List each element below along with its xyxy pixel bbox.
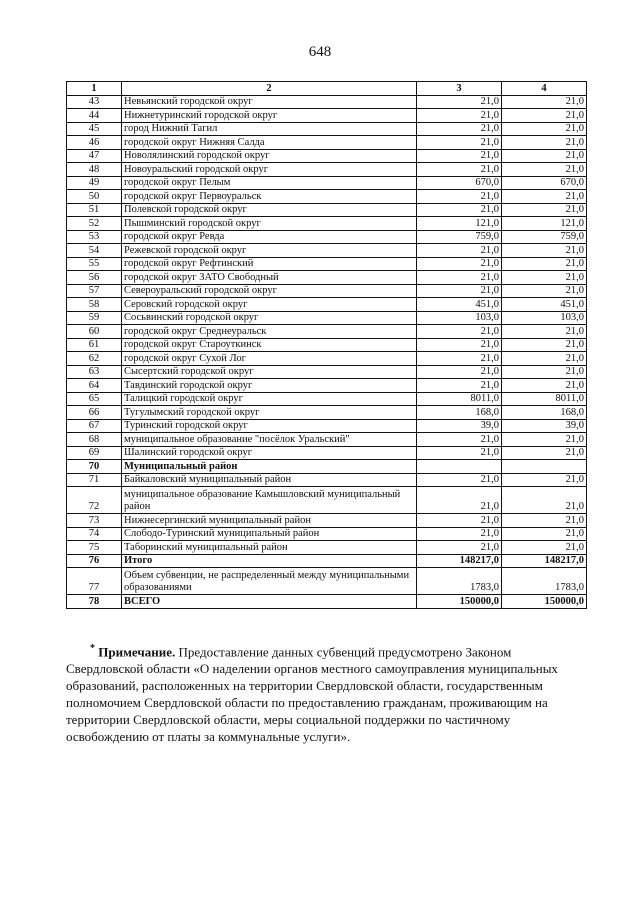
municipality-name: Талицкий городской округ [122,392,417,406]
table-row [67,325,587,339]
table-row [67,95,587,109]
column-header: 1 [67,82,122,96]
value-col3: 21,0 [417,271,502,285]
row-number: 56 [67,271,122,285]
value-col3: 21,0 [417,379,502,393]
municipality-name: ВСЕГО [122,595,417,609]
municipality-name: Туринский городской округ [122,419,417,433]
municipality-name: Тугулымский городской округ [122,406,417,420]
row-number: 70 [67,460,122,474]
value-col3: 103,0 [417,311,502,325]
row-number: 58 [67,298,122,312]
municipality-name: Североуральский городской округ [122,284,417,298]
row-number: 63 [67,365,122,379]
value-col4: 21,0 [502,109,587,123]
value-col4: 168,0 [502,406,587,420]
value-col3: 21,0 [417,109,502,123]
row-number: 51 [67,203,122,217]
value-col4: 21,0 [502,365,587,379]
value-col4: 8011,0 [502,392,587,406]
row-number: 66 [67,406,122,420]
municipality-name: Муниципальный район [122,460,417,474]
value-col3: 21,0 [417,284,502,298]
table-row [67,379,587,393]
value-col3: 8011,0 [417,392,502,406]
municipality-name: городской округ Первоуральск [122,190,417,204]
table-row [67,514,587,528]
municipality-name: город Нижний Тагил [122,122,417,136]
table-row [67,298,587,312]
row-number: 68 [67,433,122,447]
municipality-name: муниципальное образование "посёлок Уральский" [122,433,417,447]
municipality-name: Новоуральский городской округ [122,163,417,177]
table-row [67,406,587,420]
value-col4: 21,0 [502,190,587,204]
value-col3: 21,0 [417,473,502,487]
value-col4: 103,0 [502,311,587,325]
table-row [67,365,587,379]
value-col4: 21,0 [502,379,587,393]
table-row [67,284,587,298]
municipality-name: Невьянский городской округ [122,95,417,109]
table-row [67,554,587,568]
value-col3: 21,0 [417,541,502,555]
row-number: 67 [67,419,122,433]
row-number: 75 [67,541,122,555]
value-col3: 21,0 [417,149,502,163]
municipality-name: Нижнесергинский муниципальный район [122,514,417,528]
value-col4: 21,0 [502,163,587,177]
row-number: 49 [67,176,122,190]
value-col4: 21,0 [502,487,587,514]
value-col3: 451,0 [417,298,502,312]
municipality-name: муниципальное образование Камышловский муниципальный район [122,487,417,514]
row-number: 47 [67,149,122,163]
municipality-name: Режевской городской округ [122,244,417,258]
table-row [67,149,587,163]
table-row [67,244,587,258]
row-number: 71 [67,473,122,487]
municipality-name: Сысертский городской округ [122,365,417,379]
row-number: 74 [67,527,122,541]
municipality-name: городской округ Нижняя Салда [122,136,417,150]
value-col3: 150000,0 [417,595,502,609]
municipality-name: Объем субвенции, не распределенный между муниципальными образованиями [122,568,417,595]
value-col4: 21,0 [502,136,587,150]
value-col3: 21,0 [417,257,502,271]
value-col4: 21,0 [502,325,587,339]
row-number: 53 [67,230,122,244]
footnote-text: Предоставление данных субвенций предусмотрено Законом Свердловской области «О наделении органов местного самоуправления муниципальных образований, расположенных на территории Свердловской области, государственным полномочием Свердловской области по предоставлению гражданам, проживающим на территории Свердловской области, меры социальной поддержки по частичному освобождению от платы за коммунальные услуги». [66,644,558,745]
table-row [67,203,587,217]
municipality-name: Байкаловский муниципальный район [122,473,417,487]
table-row [67,257,587,271]
value-col3: 21,0 [417,190,502,204]
row-number: 43 [67,95,122,109]
value-col3: 21,0 [417,244,502,258]
value-col4: 21,0 [502,244,587,258]
value-col3: 21,0 [417,122,502,136]
row-number: 52 [67,217,122,231]
row-number: 48 [67,163,122,177]
row-number: 78 [67,595,122,609]
row-number: 62 [67,352,122,366]
row-number: 45 [67,122,122,136]
row-number: 50 [67,190,122,204]
municipality-name: Нижнетуринский городской округ [122,109,417,123]
value-col3: 21,0 [417,352,502,366]
value-col4 [502,460,587,474]
value-col4: 21,0 [502,338,587,352]
municipality-name: Слободо-Туринский муниципальный район [122,527,417,541]
value-col3: 21,0 [417,446,502,460]
table-row [67,568,587,595]
municipality-name: Итого [122,554,417,568]
value-col4: 150000,0 [502,595,587,609]
municipality-name: городской округ Пелым [122,176,417,190]
row-number: 55 [67,257,122,271]
footnote-marker: * [90,643,95,654]
value-col3 [417,460,502,474]
table-row [67,419,587,433]
value-col4: 21,0 [502,541,587,555]
value-col3: 21,0 [417,163,502,177]
value-col4: 21,0 [502,284,587,298]
subsidy-table [66,81,587,609]
table-row [67,446,587,460]
row-number: 65 [67,392,122,406]
value-col4: 39,0 [502,419,587,433]
page-number: 648 [308,44,332,60]
value-col4: 21,0 [502,446,587,460]
value-col3: 21,0 [417,325,502,339]
table-row [67,433,587,447]
value-col3: 21,0 [417,203,502,217]
table-row [67,217,587,231]
value-col3: 21,0 [417,136,502,150]
column-header: 3 [417,82,502,96]
value-col4: 21,0 [502,122,587,136]
value-col4: 759,0 [502,230,587,244]
row-number: 44 [67,109,122,123]
footnote-title: Примечание. [98,644,176,660]
table-row [67,541,587,555]
municipality-name: Таборинский муниципальный район [122,541,417,555]
table-header-row [67,82,587,96]
table-row [67,176,587,190]
value-col3: 1783,0 [417,568,502,595]
value-col4: 21,0 [502,527,587,541]
value-col3: 21,0 [417,514,502,528]
municipality-name: Серовский городской округ [122,298,417,312]
table-row [67,190,587,204]
value-col3: 21,0 [417,433,502,447]
row-number: 77 [67,568,122,595]
row-number: 73 [67,514,122,528]
value-col3: 21,0 [417,338,502,352]
table-body [67,95,587,608]
value-col4: 21,0 [502,514,587,528]
municipality-name: городской округ Рефтинский [122,257,417,271]
table-row [67,136,587,150]
table-row [67,109,587,123]
table-row [67,392,587,406]
table-row [67,311,587,325]
value-col3: 21,0 [417,95,502,109]
row-number: 76 [67,554,122,568]
value-col3: 148217,0 [417,554,502,568]
municipality-name: Тавдинский городской округ [122,379,417,393]
municipality-name: Шалинский городской округ [122,446,417,460]
municipality-name: городской округ Среднеуральск [122,325,417,339]
row-number: 72 [67,487,122,514]
table-row [67,122,587,136]
table-row [67,595,587,609]
row-number: 64 [67,379,122,393]
table-row [67,352,587,366]
column-header: 2 [122,82,417,96]
table-row [67,230,587,244]
table-row [67,527,587,541]
value-col4: 21,0 [502,95,587,109]
value-col3: 21,0 [417,487,502,514]
value-col4: 1783,0 [502,568,587,595]
value-col3: 21,0 [417,527,502,541]
value-col4: 670,0 [502,176,587,190]
municipality-name: городской округ ЗАТО Свободный [122,271,417,285]
value-col4: 21,0 [502,149,587,163]
table-row [67,473,587,487]
column-header: 4 [502,82,587,96]
value-col3: 121,0 [417,217,502,231]
table-row [67,338,587,352]
value-col3: 670,0 [417,176,502,190]
row-number: 69 [67,446,122,460]
value-col4: 148217,0 [502,554,587,568]
value-col3: 39,0 [417,419,502,433]
value-col4: 451,0 [502,298,587,312]
row-number: 54 [67,244,122,258]
footnote [66,640,566,745]
municipality-name: городской округ Ревда [122,230,417,244]
municipality-name: городской округ Староуткинск [122,338,417,352]
value-col4: 21,0 [502,203,587,217]
table-row [67,163,587,177]
municipality-name: Сосьвинский городской округ [122,311,417,325]
value-col4: 121,0 [502,217,587,231]
value-col4: 21,0 [502,271,587,285]
municipality-name: Полевской городской округ [122,203,417,217]
row-number: 59 [67,311,122,325]
value-col3: 21,0 [417,365,502,379]
value-col3: 759,0 [417,230,502,244]
table-row [67,487,587,514]
value-col4: 21,0 [502,433,587,447]
row-number: 57 [67,284,122,298]
table-row [67,271,587,285]
municipality-name: Пышминский городской округ [122,217,417,231]
value-col3: 168,0 [417,406,502,420]
row-number: 61 [67,338,122,352]
table-row [67,460,587,474]
row-number: 46 [67,136,122,150]
municipality-name: городской округ Сухой Лог [122,352,417,366]
municipality-name: Новолялинский городской округ [122,149,417,163]
row-number: 60 [67,325,122,339]
value-col4: 21,0 [502,473,587,487]
value-col4: 21,0 [502,257,587,271]
value-col4: 21,0 [502,352,587,366]
